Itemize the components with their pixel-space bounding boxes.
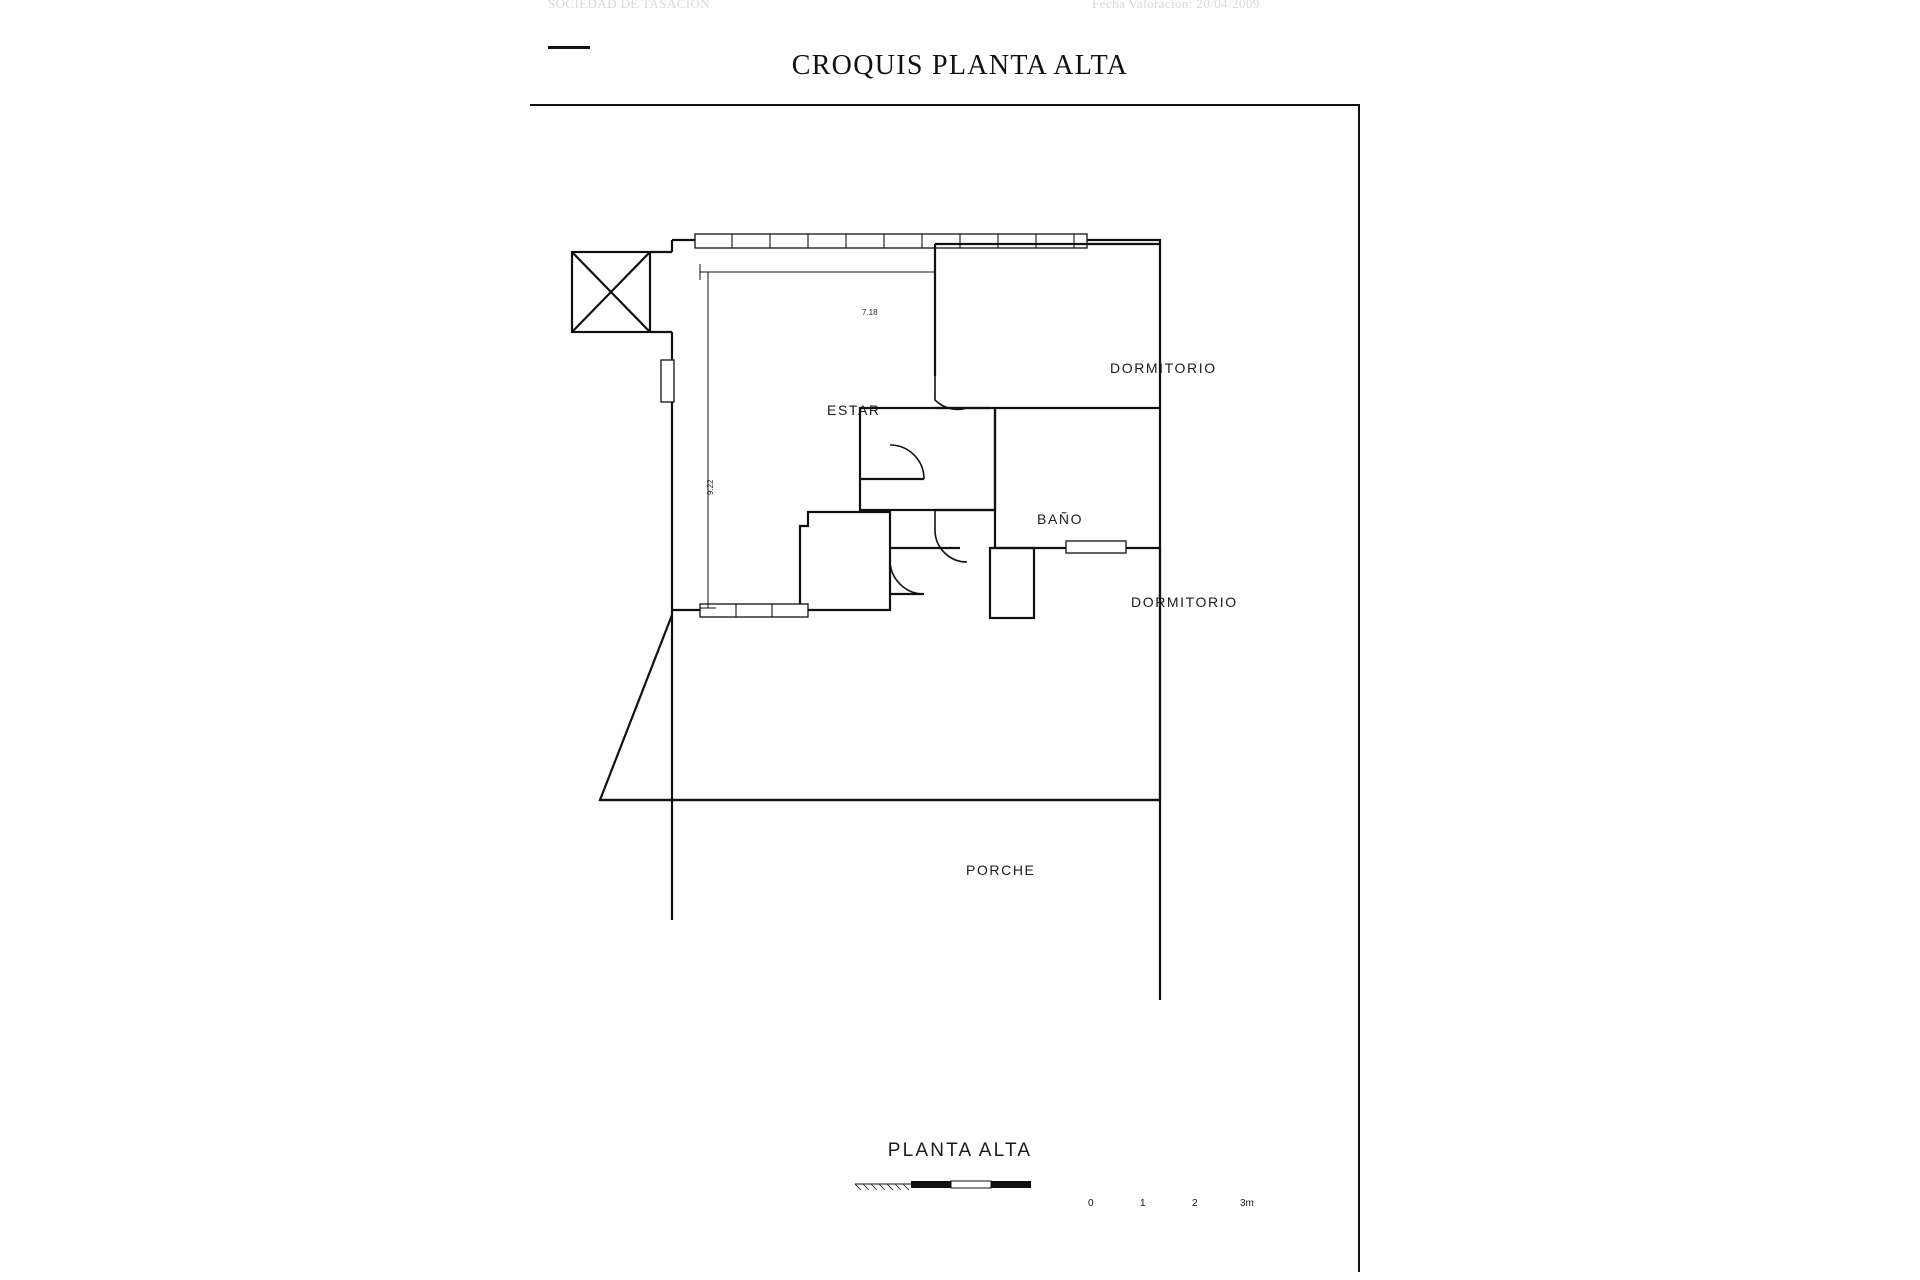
bathroom-walls bbox=[860, 408, 995, 510]
dimension-vertical: 9.22 bbox=[706, 479, 715, 495]
room-label-bano: BAÑO bbox=[1037, 511, 1084, 527]
plan-walls bbox=[572, 234, 1160, 1000]
stair-run bbox=[990, 548, 1034, 618]
scale-seg-1 bbox=[911, 1181, 951, 1188]
plan-caption: PLANTA ALTA bbox=[887, 1140, 1033, 1161]
scale-bar-hatch bbox=[855, 1184, 911, 1190]
dimension-lines bbox=[700, 264, 935, 608]
window-dorm2 bbox=[1066, 541, 1126, 553]
room-label-porche: PORCHE bbox=[966, 862, 1036, 878]
faded-header-right: Fecha Valoracion: 20/04/2009 bbox=[1092, 0, 1260, 11]
room-label-dormitorio-1: DORMITORIO bbox=[1110, 360, 1217, 376]
scale-seg-3 bbox=[991, 1181, 1031, 1188]
scale-tick-2: 2 bbox=[1192, 1198, 1198, 1209]
header-long-rule bbox=[530, 104, 1360, 106]
floor-plan-drawing bbox=[560, 230, 1280, 1000]
room-label-estar: ESTAR bbox=[827, 402, 881, 418]
scale-tick-3: 3m bbox=[1240, 1198, 1254, 1209]
faded-header-left: SOCIEDAD DE TASACION bbox=[548, 0, 711, 11]
window-band-top bbox=[695, 234, 1087, 248]
scale-tick-0: 0 bbox=[1088, 1198, 1094, 1209]
window-band-lower bbox=[700, 604, 808, 617]
scale-tick-1: 1 bbox=[1140, 1198, 1146, 1209]
header-short-rule bbox=[548, 46, 590, 49]
room-label-dormitorio-2: DORMITORIO bbox=[1131, 594, 1238, 610]
scale-bar bbox=[855, 1178, 1075, 1206]
dimension-horizontal: 7.18 bbox=[862, 308, 878, 317]
page-right-border bbox=[1358, 104, 1360, 1272]
scale-seg-2 bbox=[951, 1181, 991, 1188]
window-left bbox=[661, 360, 674, 402]
page-title: CROQUIS PLANTA ALTA bbox=[791, 50, 1129, 81]
